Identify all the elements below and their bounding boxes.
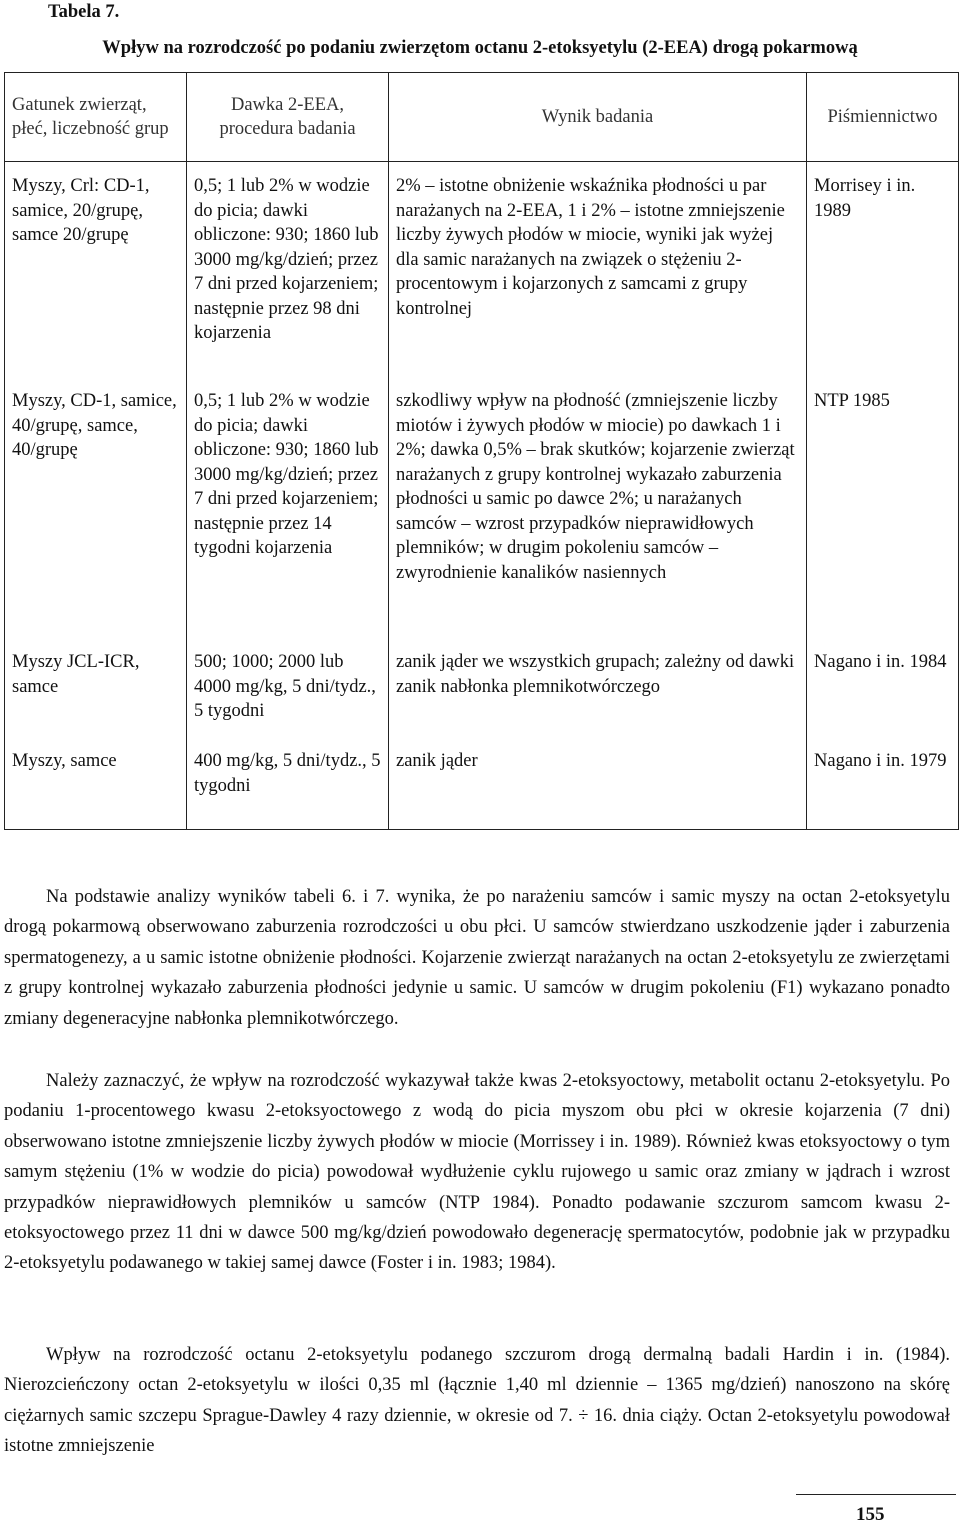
paragraph-1-text: Na podstawie analizy wyników tabeli 6. i 7. wynika, że po narażeniu samców i samic myszy na octan 2-etoksyetylu drogą pokarmową obserwowano zaburzenia rozrodczości u obu płci. U samców stwierdzano uszkodzenie jąder i zaburzenia spermatogenezy, a u samic istotne obniżenie płodności. Kojarzenie zwierząt narażanych na octan 2-etoksyetylu ze zwierzętami z grupy kontrolnej wykazało zaburzenia płodności jedynie u samic. U samców w drugim pokoleniu (F1) wykazano ponadto zmiany degeneracyjne nabłonka plemnikotwórczego. bbox=[4, 887, 950, 1029]
cell-reference: NTP 1985 bbox=[807, 381, 959, 644]
data-table bbox=[4, 72, 959, 830]
footer-rule bbox=[796, 1494, 956, 1495]
page-number: 155 bbox=[856, 1504, 885, 1525]
cell-species: Myszy, samce bbox=[5, 747, 187, 830]
cell-result: 2% – istotne obniżenie wskaźnika płodności u par narażanych na 2-EEA, 1 i 2% – istotne zmniejszenie liczby żywych płodów w miocie, wyniki jak wyżej dla samic narażanych na związek o stężeniu 2-procentowym i kojarzonych z samcami z grupy kontrolnej bbox=[389, 162, 807, 382]
table-row bbox=[5, 747, 959, 830]
header-dose: Dawka 2-EEA, procedura badania bbox=[187, 73, 389, 162]
header-reference: Piśmiennictwo bbox=[807, 73, 959, 162]
paragraph-3 bbox=[4, 1340, 950, 1462]
paragraph-2 bbox=[4, 1066, 950, 1279]
cell-dose: 0,5; 1 lub 2% w wodzie do picia; dawki obliczone: 930; 1860 lub 3000 mg/kg/dzień; przez 7 dni przed kojarzeniem; następnie przez 14 tygodni kojarzenia bbox=[187, 381, 389, 644]
header-species: Gatunek zwierząt, płeć, liczebność grup bbox=[5, 73, 187, 162]
table-header-row bbox=[5, 73, 959, 162]
table-label: Tabela 7. bbox=[48, 2, 120, 22]
cell-result: zanik jąder we wszystkich grupach; zależny od dawki zanik nabłonka plemnikotwórczego bbox=[389, 644, 807, 747]
table-title: Wpływ na rozrodczość po podaniu zwierzętom octanu 2-etoksyetylu (2-EEA) drogą pokarmową bbox=[102, 38, 858, 58]
paragraph-2-text: Należy zaznaczyć, że wpływ na rozrodczość wykazywał także kwas 2-etoksyoctowy, metabolit octanu 2-etoksyetylu. Po podaniu 1-procentowego kwasu 2-etoksyoctowego z wodą do picia myszom obu płci w okresie kojarzenia (7 dni) obserwowano istotne zmniejszenie liczby żywych płodów w miocie (Morrissey i in. 1989). Również kwas etoksyoctowy o tym samym stężeniu (1% w wodzie do picia) powodował wydłużenie cyklu rujowego u samic oraz zmiany w jądrach i wzrost przypadków nieprawidłowych plemników u samców (NTP 1984). Ponadto podawanie szczurom samcom kwasu 2-etoksyoctowego przez 11 dni w dawce 500 mg/kg/dzień powodowało degenerację spermatocytów, podobnie jak w przypadku 2-etoksyetylu podawanego w takiej samej dawce (Foster i in. 1983; 1984). bbox=[4, 1071, 950, 1274]
cell-dose: 400 mg/kg, 5 dni/tydz., 5 tygodni bbox=[187, 747, 389, 830]
table-row bbox=[5, 162, 959, 382]
cell-species: Myszy JCL-ICR, samce bbox=[5, 644, 187, 747]
cell-species: Myszy, CD-1, samice, 40/grupę, samce, 40/grupę bbox=[5, 381, 187, 644]
cell-dose: 500; 1000; 2000 lub 4000 mg/kg, 5 dni/tydz., 5 tygodni bbox=[187, 644, 389, 747]
cell-result: zanik jąder bbox=[389, 747, 807, 830]
header-result: Wynik badania bbox=[389, 73, 807, 162]
cell-result: szkodliwy wpływ na płodność (zmniejszenie liczby miotów i żywych płodów w miocie) po dawkach 1 i 2%; dawka 0,5% – brak skutków; kojarzenie zwierząt narażanych z grupy kontrolnej wykazało zaburzenia płodności u samic po dawce 2%; u narażanych samców – wzrost przypadków nieprawidłowych plemników; w drugim pokoleniu samców – zwyrodnienie kanalików nasiennych bbox=[389, 381, 807, 644]
table-row bbox=[5, 381, 959, 644]
paragraph-1 bbox=[4, 882, 950, 1034]
cell-reference: Morrisey i in. 1989 bbox=[807, 162, 959, 382]
cell-reference: Nagano i in. 1979 bbox=[807, 747, 959, 830]
cell-species: Myszy, Crl: CD-1, samice, 20/grupę, samce 20/grupę bbox=[5, 162, 187, 382]
table-row bbox=[5, 644, 959, 747]
paragraph-3-text: Wpływ na rozrodczość octanu 2-etoksyetylu podanego szczurom drogą dermalną badali Hardin i in. (1984). Nierozcieńczony octan 2-etoksyetylu w ilości 0,35 ml (łącznie 1,40 ml dziennie – 1365 mg/dzień) nanoszono na skórę ciężarnych samic szczepu Sprague-Dawley 4 razy dziennie, w okresie od 7. ÷ 16. dnia ciąży. Octan 2-etoksyetylu powodował istotne zmniejszenie bbox=[4, 1345, 950, 1457]
cell-reference: Nagano i in. 1984 bbox=[807, 644, 959, 747]
cell-dose: 0,5; 1 lub 2% w wodzie do picia; dawki obliczone: 930; 1860 lub 3000 mg/kg/dzień; przez 7 dni przed kojarzeniem; następnie przez 98 dni kojarzenia bbox=[187, 162, 389, 382]
